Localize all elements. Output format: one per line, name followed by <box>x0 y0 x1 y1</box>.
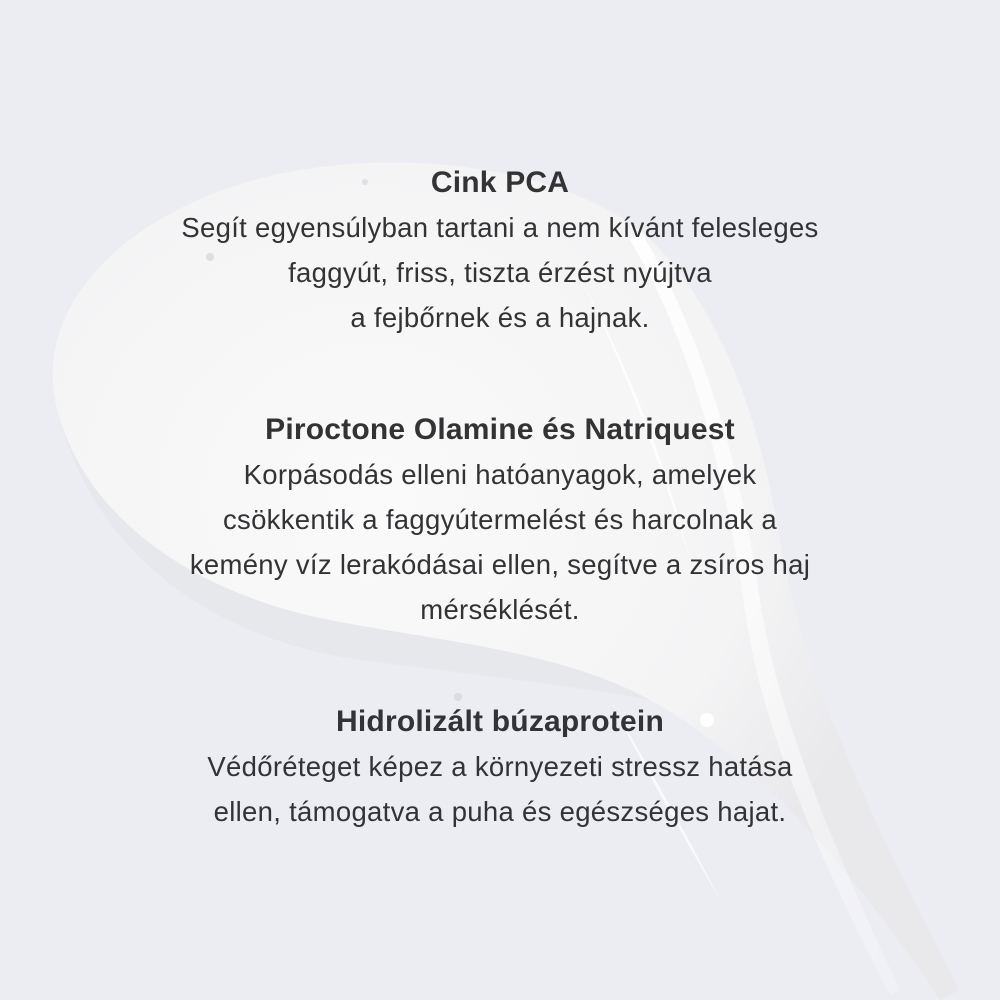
description-line: faggyút, friss, tiszta érzést nyújtva <box>288 257 712 288</box>
ingredient-section-hydrolyzed-wheat-protein <box>0 700 1000 834</box>
description-line: Korpásodás elleni hatóanyagok, amelyek <box>243 459 757 490</box>
description-line: Segít egyensúlyban tartani a nem kívánt felesleges <box>181 212 819 243</box>
description-line: kemény víz lerakódásai ellen, segítve a zsíros haj <box>189 549 811 580</box>
ingredient-title: Piroctone Olamine és Natriquest <box>265 413 735 446</box>
ingredient-section-piroctone-olamine <box>0 408 1000 632</box>
ingredient-description <box>0 205 1000 340</box>
description-line: a fejbőrnek és a hajnak. <box>350 302 650 333</box>
description-line: mérséklését. <box>420 594 580 625</box>
ingredient-title: Cink PCA <box>430 166 570 199</box>
description-line: csökkentik a faggyútermelést és harcolnak a <box>222 504 777 535</box>
ingredient-title: Hidrolizált búzaprotein <box>336 705 664 738</box>
ingredient-section-zinc-pca <box>0 161 1000 340</box>
ingredient-description <box>0 452 1000 632</box>
ingredient-description <box>0 744 1000 834</box>
description-line: Védőréteget képez a környezeti stressz hatása <box>207 751 793 782</box>
description-line: ellen, támogatva a puha és egészséges hajat. <box>213 796 787 827</box>
